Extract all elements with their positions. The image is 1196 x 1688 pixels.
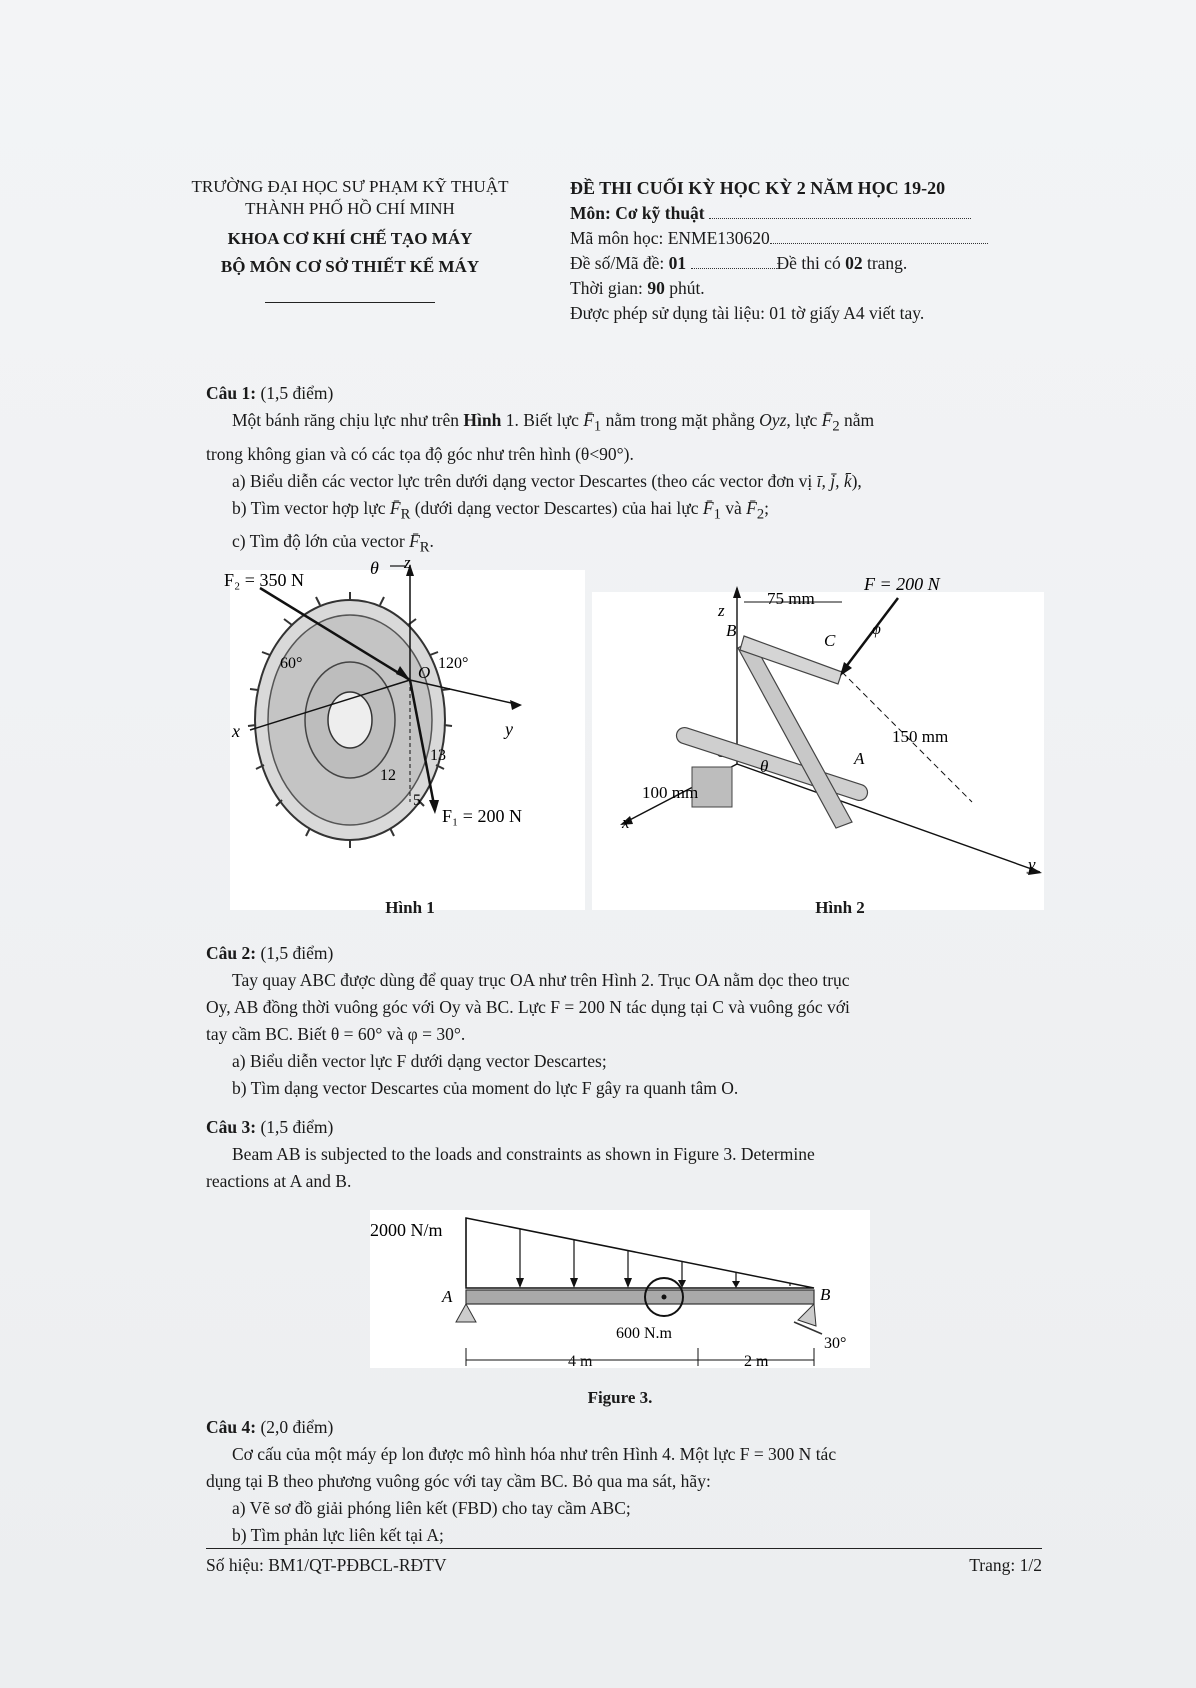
fig2-dim-75: 75 mm bbox=[767, 589, 815, 608]
fig2-point-c: C bbox=[824, 631, 836, 650]
fig3-moment-label: 600 N.m bbox=[616, 1325, 672, 1342]
q2-line1: Tay quay ABC được dùng để quay trục OA như trên Hình 2. Trục OA nằm dọc theo trục bbox=[232, 970, 850, 990]
exam-no-value: 01 bbox=[668, 253, 687, 273]
header-institution bbox=[150, 176, 550, 303]
q1-text-c: nằm trong mặt phẳng bbox=[605, 410, 755, 430]
question-1: Câu 1: (1,5 điểm) Một bánh răng chịu lực như trên Hình 1. Biết lực $F̄_1$ nằm trong mặt phẳng Oyz, lực $F̄_2$ nằm trong không gian và có các tọa độ góc như trên hình (θ<90°). a) Biểu diễn các vector lực trên dưới dạng vector Descartes (theo các vector đơn vị ī, j̄, k̄), b) Tìm vector hợp lực $F̄_R$ (dưới dạng vector Descartes) của hai lực $F̄_1$ và $F̄_2$; c) Tìm độ lớn của vector $F̄_R$. bbox=[206, 380, 1042, 562]
pages-count: 02 bbox=[845, 253, 863, 273]
figure-3-caption: Figure 3. bbox=[587, 1388, 653, 1407]
course-code-label: Mã môn học: bbox=[570, 228, 664, 248]
figure-2-caption: Hình 2 bbox=[815, 898, 865, 917]
roller-support-b bbox=[798, 1304, 816, 1326]
time-unit: phút. bbox=[669, 278, 705, 298]
figure-3 bbox=[370, 1210, 870, 1368]
q1-part-a: a) Biểu diễn các vector lực trên dưới dạng vector Descartes (theo các vector đơn vị bbox=[232, 470, 813, 491]
q3-label: Câu 3: bbox=[206, 1117, 257, 1137]
fig3-point-a: A bbox=[442, 1287, 453, 1306]
header-divider bbox=[265, 302, 435, 303]
q1-points: (1,5 điểm) bbox=[260, 383, 334, 403]
fig2-dim-150: 150 mm bbox=[892, 727, 949, 746]
university-line1: TRƯỜNG ĐẠI HỌC SƯ PHẠM KỸ THUẬT bbox=[191, 177, 509, 196]
q1-part-b1: b) Tìm vector hợp lực bbox=[232, 497, 386, 518]
fig2-z-label: z bbox=[718, 601, 725, 620]
fig3-load-label: 2000 N/m bbox=[370, 1220, 443, 1240]
q2-line2: Oy, AB đồng thời vuông góc với Oy và BC. Lực F = 200 N tác dụng tại C và vuông góc với bbox=[206, 997, 850, 1017]
fig1-theta: θ bbox=[370, 558, 379, 578]
q1-text-a: Một bánh răng chịu lực như trên bbox=[232, 410, 459, 430]
q4-part-b: b) Tìm phản lực liên kết tại A; bbox=[232, 1525, 444, 1545]
exam-title: ĐỀ THI CUỐI KỲ HỌC KỲ 2 NĂM HỌC 19-20 bbox=[570, 178, 946, 198]
q1-part-c: c) Tìm độ lớn của vector bbox=[232, 531, 405, 551]
q1-text-b: 1. Biết lực bbox=[505, 410, 579, 430]
fig2-dim-100: 100 mm bbox=[642, 783, 699, 802]
dotted-line bbox=[709, 216, 971, 219]
q1-text-e: nằm bbox=[844, 410, 875, 430]
fig3-point-b: B bbox=[820, 1285, 831, 1304]
fig1-f2-label: F₂ = 350 N bbox=[224, 570, 304, 590]
fig1-y-label: y bbox=[505, 719, 513, 739]
q2-label: Câu 2: bbox=[206, 943, 257, 963]
q4-line1: Cơ cấu của một máy ép lon được mô hình hóa như trên Hình 4. Một lực F = 300 N tác bbox=[232, 1444, 837, 1464]
fig1-origin-label: O bbox=[418, 663, 431, 682]
fig1-z-label: z bbox=[404, 553, 411, 572]
dotted-line bbox=[770, 241, 988, 244]
fig2-f-label: F = 200 N bbox=[864, 574, 940, 594]
document-code: Số hiệu: BM1/QT-PĐBCL-RĐTV bbox=[206, 1555, 447, 1575]
figure-2 bbox=[592, 574, 1044, 910]
pin-support-a bbox=[456, 1304, 476, 1322]
q1-plane: Oyz bbox=[759, 410, 787, 430]
q1-line2: trong không gian và có các tọa độ góc như trên hình (θ<90°). bbox=[206, 443, 634, 464]
fig2-point-a: A bbox=[854, 749, 865, 768]
q1-part-b3: và bbox=[725, 497, 742, 518]
time-value: 90 bbox=[647, 278, 665, 298]
fig3-angle: 30° bbox=[824, 1335, 847, 1352]
q1-text-d: , lực bbox=[786, 410, 818, 430]
fig2-y-label: y bbox=[1028, 855, 1036, 874]
q3-line1: Beam AB is subjected to the loads and constraints as shown in Figure 3. Determine bbox=[232, 1144, 815, 1164]
faculty-name: KHOA CƠ KHÍ CHẾ TẠO MÁY bbox=[227, 229, 473, 248]
beam-diagram bbox=[370, 1210, 870, 1368]
q1-part-b2: (dưới dạng vector Descartes) của hai lực bbox=[414, 497, 699, 518]
fig1-x-label: x bbox=[232, 721, 240, 741]
subject-value: Cơ kỹ thuật bbox=[615, 203, 705, 223]
fig1-f1-label: F₁ = 200 N bbox=[442, 806, 522, 826]
pages-text: Đề thi có bbox=[776, 253, 841, 273]
fig2-phi: φ bbox=[872, 621, 881, 638]
fig2-x-label: x bbox=[622, 813, 630, 832]
time-label: Thời gian: bbox=[570, 278, 643, 298]
fig3-dim-2: 2 m bbox=[744, 1353, 769, 1370]
exam-no-label: Đề số/Mã đề: bbox=[570, 253, 665, 273]
department-name: BỘ MÔN CƠ SỞ THIẾT KẾ MÁY bbox=[220, 257, 480, 276]
fig1-slope-5: 5 bbox=[413, 792, 421, 809]
beam-ab bbox=[466, 1290, 814, 1304]
question-4 bbox=[206, 1414, 1042, 1549]
fig2-point-b: B bbox=[726, 621, 737, 640]
fig1-angle-120: 120° bbox=[438, 655, 469, 672]
q3-points: (1,5 điểm) bbox=[260, 1117, 334, 1137]
page-footer bbox=[206, 1548, 1042, 1576]
gear-diagram bbox=[224, 553, 585, 910]
gear-icon bbox=[248, 592, 452, 848]
q1-label: Câu 1: bbox=[206, 383, 257, 403]
fig1-slope-12: 12 bbox=[380, 767, 396, 784]
q2-line3: tay cầm BC. Biết θ = 60° và φ = 30°. bbox=[206, 1024, 466, 1044]
distributed-load bbox=[466, 1218, 814, 1288]
question-3 bbox=[206, 1114, 1042, 1195]
subject-label: Môn: bbox=[570, 203, 611, 223]
q4-part-a: a) Vẽ sơ đồ giải phóng liên kết (FBD) cho tay cầm ABC; bbox=[232, 1498, 631, 1518]
q2-part-a: a) Biểu diễn vector lực F dưới dạng vector Descartes; bbox=[232, 1051, 607, 1071]
university-line2: THÀNH PHỐ HỒ CHÍ MINH bbox=[245, 199, 455, 218]
question-2 bbox=[206, 940, 1042, 1102]
fig1-slope-13: 13 bbox=[430, 747, 446, 764]
fig2-theta: θ bbox=[760, 757, 769, 776]
page-number: Trang: 1/2 bbox=[969, 1555, 1042, 1575]
q4-label: Câu 4: bbox=[206, 1417, 257, 1437]
q4-line2: dụng tại B theo phương vuông góc với tay cầm BC. Bỏ qua ma sát, hãy: bbox=[206, 1471, 711, 1491]
pages-unit: trang. bbox=[866, 253, 908, 273]
fig1-angle-60: 60° bbox=[280, 655, 303, 672]
q4-points: (2,0 điểm) bbox=[260, 1417, 334, 1437]
dotted-line bbox=[691, 266, 777, 269]
fig3-dim-4: 4 m bbox=[568, 1353, 593, 1370]
header-exam-info bbox=[570, 176, 1040, 326]
figure-1-caption: Hình 1 bbox=[385, 898, 435, 917]
q3-line2: reactions at A and B. bbox=[206, 1171, 352, 1191]
q2-part-b: b) Tìm dạng vector Descartes của moment do lực F gây ra quanh tâm O. bbox=[232, 1078, 739, 1098]
q1-hinh: Hình bbox=[463, 410, 502, 430]
materials-note: Được phép sử dụng tài liệu: 01 tờ giấy A4 viết tay. bbox=[570, 303, 925, 323]
figure-1 bbox=[224, 553, 585, 910]
crank-diagram bbox=[592, 574, 1044, 910]
course-code-value: ENME130620 bbox=[667, 228, 770, 248]
q2-points: (1,5 điểm) bbox=[260, 943, 334, 963]
